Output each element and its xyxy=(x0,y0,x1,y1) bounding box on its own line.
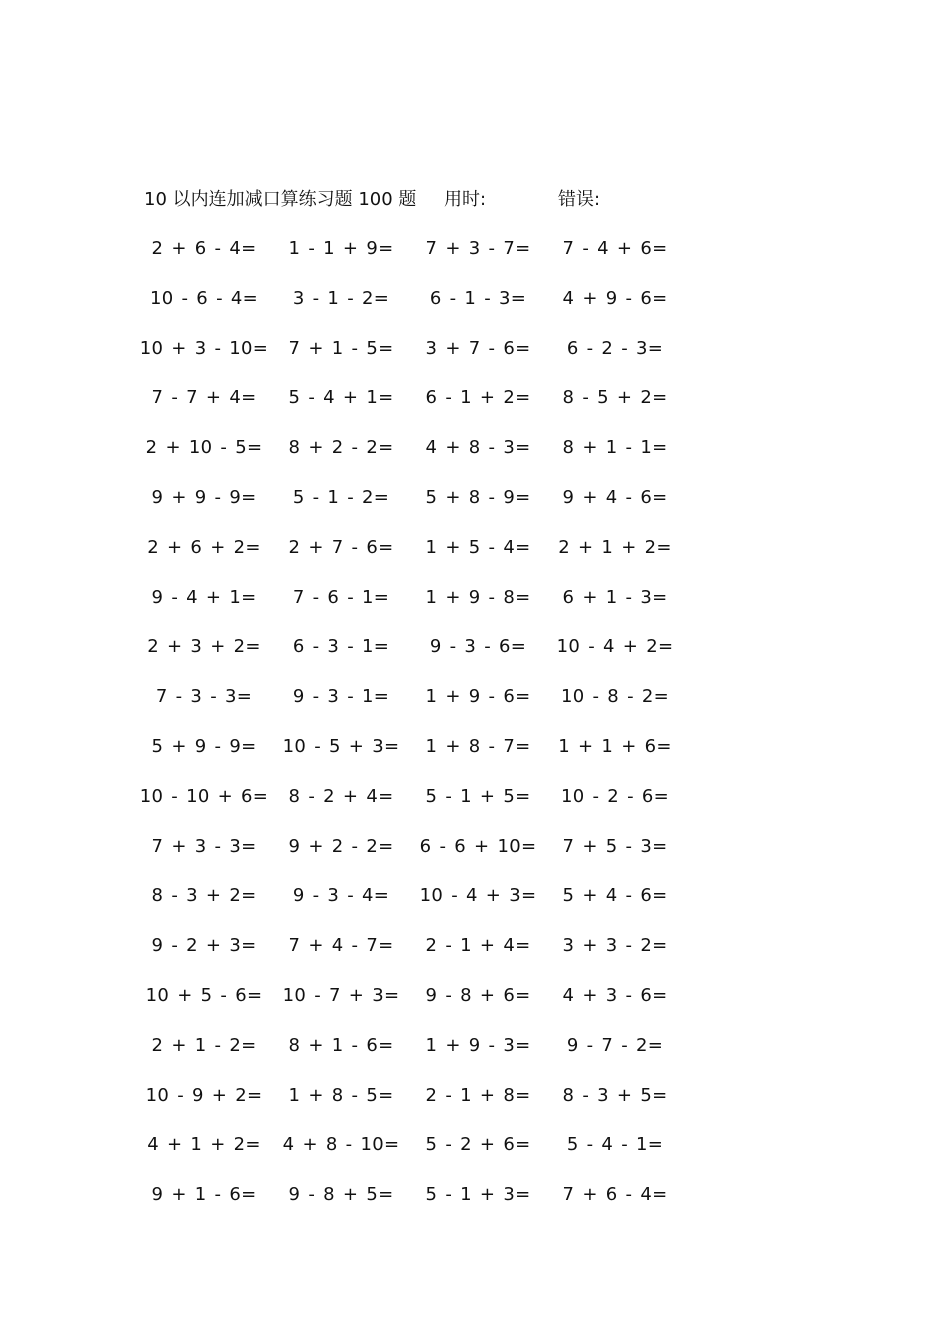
arithmetic-problem: 9 - 8 + 6= xyxy=(425,984,531,1006)
arithmetic-problem: 3 + 7 - 6= xyxy=(425,337,531,359)
arithmetic-problem: 10 - 7 + 3= xyxy=(282,984,400,1006)
arithmetic-problem: 5 - 1 - 2= xyxy=(292,486,390,508)
problem-row xyxy=(0,1129,950,1179)
arithmetic-problem: 7 + 3 - 3= xyxy=(151,835,257,857)
arithmetic-problem: 2 + 1 - 2= xyxy=(151,1034,257,1056)
arithmetic-problem: 6 - 3 - 1= xyxy=(292,636,390,658)
arithmetic-problem: 7 - 4 + 6= xyxy=(562,238,668,259)
arithmetic-problem: 9 - 8 + 5= xyxy=(288,1184,394,1206)
problem-row xyxy=(0,930,950,980)
problem-row xyxy=(0,582,950,632)
arithmetic-problem: 4 + 8 - 10= xyxy=(282,1134,400,1156)
arithmetic-problem: 6 - 6 + 10= xyxy=(419,835,537,857)
arithmetic-problem: 7 + 6 - 4= xyxy=(562,1184,668,1206)
arithmetic-problem: 1 - 1 + 9= xyxy=(288,238,394,259)
arithmetic-problem: 5 - 1 + 3= xyxy=(425,1184,531,1206)
arithmetic-problem: 2 + 6 + 2= xyxy=(147,536,261,558)
problem-row xyxy=(0,333,950,383)
arithmetic-problem: 6 - 2 - 3= xyxy=(566,337,664,359)
arithmetic-problem: 3 + 3 - 2= xyxy=(562,935,668,957)
arithmetic-problem: 10 - 8 - 2= xyxy=(560,686,670,708)
arithmetic-problem: 5 + 9 - 9= xyxy=(151,735,257,757)
arithmetic-problem: 6 + 1 - 3= xyxy=(562,586,668,608)
arithmetic-problem: 10 - 2 - 6= xyxy=(560,785,670,807)
arithmetic-problem: 5 - 2 + 6= xyxy=(425,1134,531,1156)
arithmetic-problem: 6 - 1 + 2= xyxy=(425,387,531,409)
problem-row xyxy=(0,482,950,532)
arithmetic-problem: 5 - 4 - 1= xyxy=(566,1134,664,1156)
arithmetic-problem: 2 - 1 + 4= xyxy=(425,935,531,957)
arithmetic-problem: 9 + 4 - 6= xyxy=(562,486,668,508)
arithmetic-problem: 10 - 10 + 6= xyxy=(139,785,269,807)
arithmetic-problem: 8 + 1 - 1= xyxy=(562,437,668,459)
problem-row xyxy=(0,681,950,731)
arithmetic-problem: 9 - 2 + 3= xyxy=(151,935,257,957)
arithmetic-problem: 4 + 9 - 6= xyxy=(562,287,668,309)
arithmetic-problem: 10 - 6 - 4= xyxy=(149,287,259,309)
arithmetic-problem: 10 + 3 - 10= xyxy=(139,337,269,359)
problem-row xyxy=(0,532,950,582)
arithmetic-problem: 1 + 9 - 6= xyxy=(425,686,531,708)
arithmetic-problem: 1 + 9 - 8= xyxy=(425,586,531,608)
arithmetic-problem: 10 - 4 + 3= xyxy=(419,885,537,907)
problem-row xyxy=(0,781,950,831)
worksheet-title: 10 以内连加减口算练习题 100 题 xyxy=(144,189,417,210)
arithmetic-problem: 7 + 1 - 5= xyxy=(288,337,394,359)
arithmetic-problem: 10 - 4 + 2= xyxy=(556,636,674,658)
problem-row xyxy=(0,731,950,781)
problem-row xyxy=(0,1030,950,1080)
problem-row xyxy=(0,233,950,283)
arithmetic-problem: 4 + 1 + 2= xyxy=(147,1134,261,1156)
arithmetic-problem: 2 + 10 - 5= xyxy=(145,437,263,459)
arithmetic-problem: 8 + 2 - 2= xyxy=(288,437,394,459)
arithmetic-problem: 8 - 3 + 5= xyxy=(562,1084,668,1106)
problem-row xyxy=(0,880,950,930)
arithmetic-problem: 9 + 9 - 9= xyxy=(151,486,257,508)
problem-row xyxy=(0,382,950,432)
arithmetic-problem: 8 - 2 + 4= xyxy=(288,785,394,807)
arithmetic-problem: 10 - 5 + 3= xyxy=(282,735,400,757)
arithmetic-problem: 5 + 8 - 9= xyxy=(425,486,531,508)
arithmetic-problem: 3 - 1 - 2= xyxy=(292,287,390,309)
arithmetic-problem: 9 + 1 - 6= xyxy=(151,1184,257,1206)
arithmetic-problem: 2 - 1 + 8= xyxy=(425,1084,531,1106)
arithmetic-problem: 1 + 1 + 6= xyxy=(558,735,672,757)
arithmetic-problem: 2 + 7 - 6= xyxy=(288,536,394,558)
arithmetic-problem: 4 + 3 - 6= xyxy=(562,984,668,1006)
problem-row xyxy=(0,283,950,333)
problem-row xyxy=(0,831,950,881)
arithmetic-problem: 7 + 3 - 7= xyxy=(425,238,531,259)
arithmetic-problem: 9 - 3 - 6= xyxy=(429,636,527,658)
arithmetic-problem: 9 - 3 - 4= xyxy=(292,885,390,907)
problem-row xyxy=(0,1179,950,1229)
arithmetic-problem: 2 + 3 + 2= xyxy=(147,636,261,658)
problem-grid xyxy=(0,233,950,1229)
arithmetic-problem: 7 - 3 - 3= xyxy=(155,686,253,708)
arithmetic-problem: 1 + 8 - 5= xyxy=(288,1084,394,1106)
arithmetic-problem: 6 - 1 - 3= xyxy=(429,287,527,309)
errors-label: 错误: xyxy=(558,189,601,210)
arithmetic-problem: 9 - 4 + 1= xyxy=(151,586,257,608)
arithmetic-problem: 7 + 5 - 3= xyxy=(562,835,668,857)
arithmetic-problem: 10 - 9 + 2= xyxy=(145,1084,263,1106)
arithmetic-problem: 7 - 7 + 4= xyxy=(151,387,257,409)
arithmetic-problem: 9 - 7 - 2= xyxy=(566,1034,664,1056)
arithmetic-problem: 4 + 8 - 3= xyxy=(425,437,531,459)
arithmetic-problem: 2 + 6 - 4= xyxy=(151,238,257,259)
arithmetic-problem: 8 - 3 + 2= xyxy=(151,885,257,907)
problem-row xyxy=(0,432,950,482)
arithmetic-problem: 7 + 4 - 7= xyxy=(288,935,394,957)
problem-row xyxy=(0,1080,950,1130)
arithmetic-problem: 9 + 2 - 2= xyxy=(288,835,394,857)
arithmetic-problem: 7 - 6 - 1= xyxy=(292,586,390,608)
arithmetic-problem: 5 + 4 - 6= xyxy=(562,885,668,907)
arithmetic-problem: 10 + 5 - 6= xyxy=(145,984,263,1006)
arithmetic-problem: 8 + 1 - 6= xyxy=(288,1034,394,1056)
arithmetic-problem: 1 + 9 - 3= xyxy=(425,1034,531,1056)
time-used-label: 用时: xyxy=(444,189,487,210)
arithmetic-problem: 2 + 1 + 2= xyxy=(558,536,672,558)
arithmetic-problem: 5 - 4 + 1= xyxy=(288,387,394,409)
arithmetic-problem: 1 + 5 - 4= xyxy=(425,536,531,558)
problem-row xyxy=(0,980,950,1030)
arithmetic-problem: 1 + 8 - 7= xyxy=(425,735,531,757)
arithmetic-problem: 5 - 1 + 5= xyxy=(425,785,531,807)
arithmetic-problem: 9 - 3 - 1= xyxy=(292,686,390,708)
problem-row xyxy=(0,631,950,681)
arithmetic-problem: 8 - 5 + 2= xyxy=(562,387,668,409)
